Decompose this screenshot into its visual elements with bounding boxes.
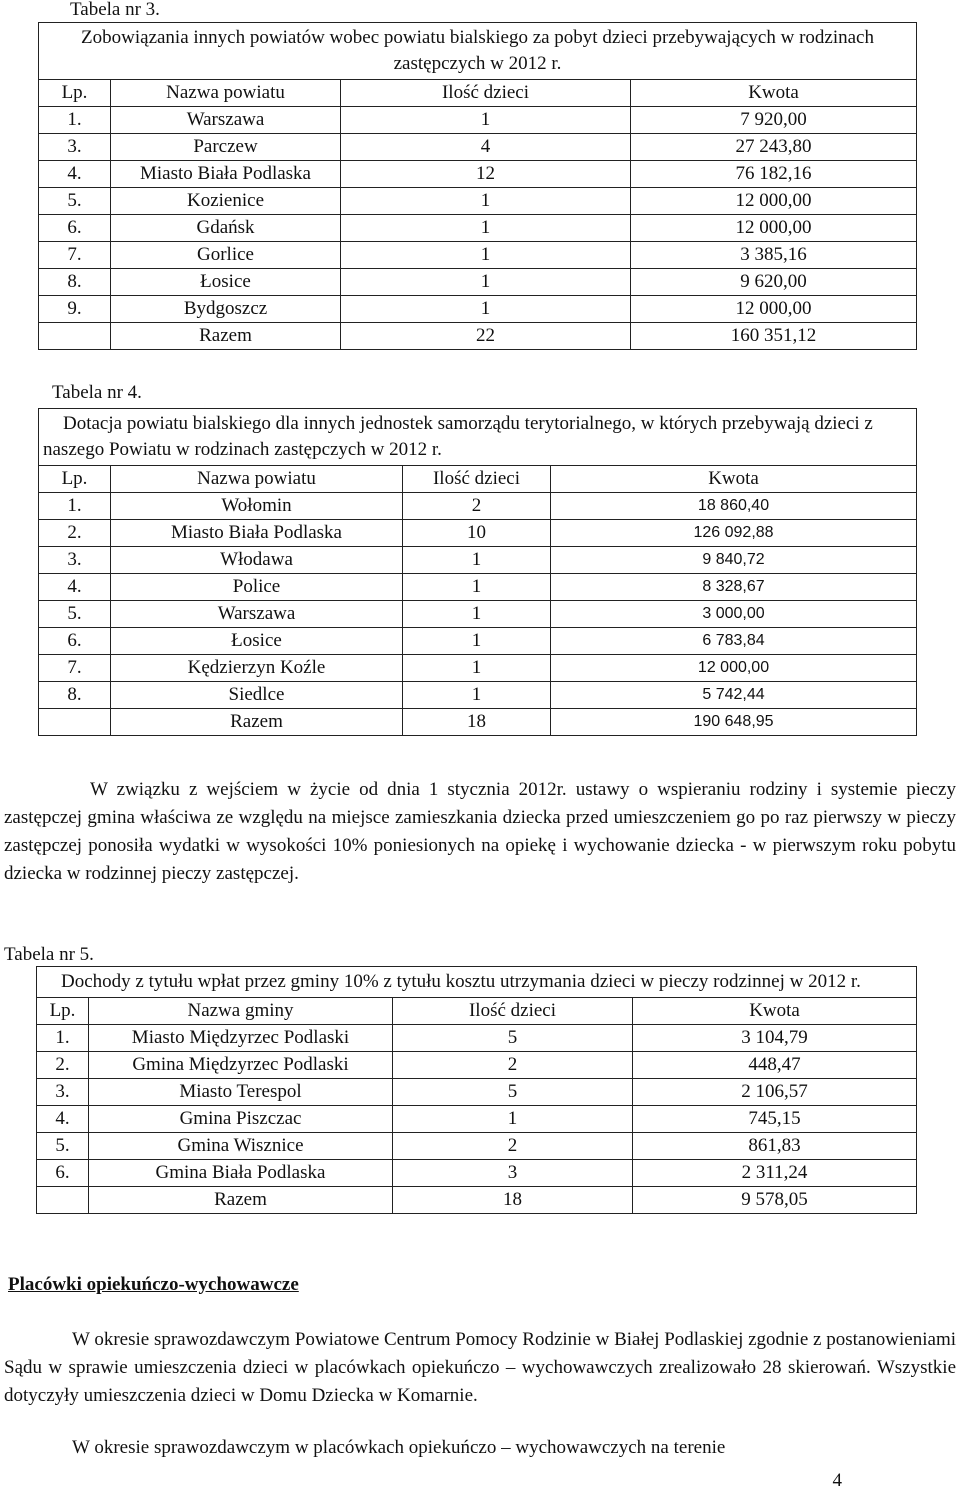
lp-cell: 5. (39, 188, 111, 215)
amount-cell: 9 620,00 (631, 269, 917, 296)
table4 (38, 408, 917, 736)
amount-cell: 7 920,00 (631, 107, 917, 134)
amount-cell: 3 385,16 (631, 242, 917, 269)
amount-cell: 3 104,79 (633, 1025, 917, 1052)
table3-caption: Tabela nr 3. (70, 0, 160, 20)
count-cell: 1 (341, 107, 631, 134)
name-cell: Gmina Międzyrzec Podlaski (89, 1052, 393, 1079)
amount-cell: 18 860,40 (551, 493, 917, 520)
table-row (37, 1106, 917, 1133)
name-cell: Miasto Międzyrzec Podlaski (89, 1025, 393, 1052)
lp-cell: 4. (39, 574, 111, 601)
table-row (37, 1079, 917, 1106)
name-cell: Wołomin (111, 493, 403, 520)
lp-cell: 3. (39, 547, 111, 574)
table3 (38, 22, 917, 350)
count-cell: 5 (393, 1079, 633, 1106)
name-cell: Gmina Wisznice (89, 1133, 393, 1160)
table-total-row (39, 323, 917, 350)
lp-cell (39, 709, 111, 736)
amount-cell: 12 000,00 (631, 188, 917, 215)
name-cell: Łosice (111, 269, 341, 296)
table4-title (39, 409, 917, 466)
lp-cell (39, 323, 111, 350)
name-cell: Łosice (111, 628, 403, 655)
count-cell: 1 (403, 655, 551, 682)
lp-cell: 7. (39, 655, 111, 682)
amount-cell: 190 648,95 (551, 709, 917, 736)
table5-title-row (37, 967, 917, 998)
name-cell: Razem (111, 709, 403, 736)
count-cell: 1 (403, 601, 551, 628)
amount-cell: 2 106,57 (633, 1079, 917, 1106)
table-row (37, 1052, 917, 1079)
count-cell: 1 (341, 296, 631, 323)
name-cell: Kozienice (111, 188, 341, 215)
table-row (39, 682, 917, 709)
amount-cell: 5 742,44 (551, 682, 917, 709)
name-cell: Razem (111, 323, 341, 350)
table5 (36, 966, 917, 1214)
count-cell: 1 (403, 547, 551, 574)
table-total-row (39, 709, 917, 736)
table-row (39, 493, 917, 520)
lp-cell: 9. (39, 296, 111, 323)
paragraph-pieczy: W związku z wejściem w życie od dnia 1 stycznia 2012r. ustawy o wspieraniu rodziny i systemie pieczy zastępczej gmina właściwa ze względu na miejsce zamieszkania dziecka przed umieszczeniem go po raz pierwszy w pieczy zastępczej ponosiła wydatki w wysokości 10% poniesionych na opiekę i wychowanie dziecka - w pierwszym roku pobytu dziecka w rodzinnej pieczy zastępczej. (4, 779, 956, 884)
table5-caption: Tabela nr 5. (4, 944, 94, 965)
table3-title: Zobowiązania innych powiatów wobec powiatu bialskiego za pobyt dzieci przebywających w rodzinach zastępczych w 2012 r. (39, 23, 917, 80)
table-row (39, 242, 917, 269)
amount-cell: 12 000,00 (631, 296, 917, 323)
count-cell: 18 (393, 1187, 633, 1214)
name-cell: Warszawa (111, 107, 341, 134)
table-row (39, 574, 917, 601)
amount-cell: 2 311,24 (633, 1160, 917, 1187)
name-cell: Miasto Terespol (89, 1079, 393, 1106)
table-row (39, 296, 917, 323)
count-cell: Ilość dzieci (403, 466, 551, 493)
name-cell: Warszawa (111, 601, 403, 628)
table4-title-text: Dotacja powiatu bialskiego dla innych jednostek samorządu terytorialnego, w których przebywają dzieci z naszego Powiatu w rodzinach zastępczych w 2012 r. (43, 413, 873, 460)
table-row (39, 628, 917, 655)
lp-cell (37, 1187, 89, 1214)
table-row (37, 1025, 917, 1052)
lp-cell: 8. (39, 269, 111, 296)
count-cell: 1 (341, 215, 631, 242)
name-cell: Siedlce (111, 682, 403, 709)
table-row (39, 107, 917, 134)
table-total-row (37, 1187, 917, 1214)
count-cell: 10 (403, 520, 551, 547)
lp-cell: 7. (39, 242, 111, 269)
lp-cell: 6. (37, 1160, 89, 1187)
lp-cell: 1. (39, 107, 111, 134)
amount-cell: Kwota (631, 80, 917, 107)
name-cell: Kędzierzyn Koźle (111, 655, 403, 682)
name-cell: Miasto Biała Podlaska (111, 520, 403, 547)
lp-cell: Lp. (39, 466, 111, 493)
count-cell: 2 (403, 493, 551, 520)
amount-cell: 448,47 (633, 1052, 917, 1079)
table-header-row (39, 466, 917, 493)
count-cell: 1 (341, 269, 631, 296)
paragraph-placowki: W okresie sprawozdawczym Powiatowe Centrum Pomocy Rodzinie w Białej Podlaskiej zgodnie z postanowieniami Sądu w sprawie umieszczenia dzieci w placówkach opiekuńczo – wychowawczych zrealizowało 28 skierowań. Wszystkie dotyczyły umieszczenia dzieci w Domu Dziecka w Komarnie. (4, 1329, 957, 1406)
table-row (39, 520, 917, 547)
lp-cell: 4. (37, 1106, 89, 1133)
lp-cell: 6. (39, 215, 111, 242)
count-cell: 1 (403, 628, 551, 655)
table-row (39, 269, 917, 296)
name-cell: Razem (89, 1187, 393, 1214)
count-cell: 1 (341, 188, 631, 215)
count-cell: 1 (403, 574, 551, 601)
count-cell: 22 (341, 323, 631, 350)
name-cell: Gmina Biała Podlaska (89, 1160, 393, 1187)
count-cell: 2 (393, 1133, 633, 1160)
name-cell: Nazwa powiatu (111, 466, 403, 493)
lp-cell: Lp. (37, 998, 89, 1025)
amount-cell: 76 182,16 (631, 161, 917, 188)
amount-cell: 9 578,05 (633, 1187, 917, 1214)
lp-cell: 6. (39, 628, 111, 655)
table-row (39, 655, 917, 682)
lp-cell: 1. (37, 1025, 89, 1052)
name-cell: Nazwa powiatu (111, 80, 341, 107)
table-row (39, 134, 917, 161)
table-row (39, 188, 917, 215)
count-cell: Ilość dzieci (393, 998, 633, 1025)
table3-title-row (39, 23, 917, 80)
name-cell: Police (111, 574, 403, 601)
lp-cell: 2. (37, 1052, 89, 1079)
table5-title-text: Dochody z tytułu wpłat przez gminy 10% z tytułu kosztu utrzymania dzieci w pieczy rodzinnej w 2012 r. (61, 971, 861, 992)
count-cell: 18 (403, 709, 551, 736)
amount-cell: 9 840,72 (551, 547, 917, 574)
table-row (39, 161, 917, 188)
table4-caption: Tabela nr 4. (52, 382, 142, 403)
amount-cell: 3 000,00 (551, 601, 917, 628)
table-row (37, 1160, 917, 1187)
lp-cell: Lp. (39, 80, 111, 107)
table-row (39, 547, 917, 574)
name-cell: Włodawa (111, 547, 403, 574)
lp-cell: 1. (39, 493, 111, 520)
table-row (37, 1133, 917, 1160)
name-cell: Bydgoszcz (111, 296, 341, 323)
name-cell: Miasto Biała Podlaska (111, 161, 341, 188)
amount-cell: 861,83 (633, 1133, 917, 1160)
amount-cell: 12 000,00 (551, 655, 917, 682)
count-cell: Ilość dzieci (341, 80, 631, 107)
paragraph-placowki-continued: W okresie sprawozdawczym w placówkach opiekuńczo – wychowawczych na terenie (72, 1437, 726, 1458)
lp-cell: 5. (37, 1133, 89, 1160)
count-cell: 1 (403, 682, 551, 709)
table-row (39, 601, 917, 628)
count-cell: 5 (393, 1025, 633, 1052)
lp-cell: 8. (39, 682, 111, 709)
amount-cell: Kwota (633, 998, 917, 1025)
lp-cell: 3. (39, 134, 111, 161)
table-row (39, 215, 917, 242)
amount-cell: 126 092,88 (551, 520, 917, 547)
count-cell: 2 (393, 1052, 633, 1079)
amount-cell: 8 328,67 (551, 574, 917, 601)
lp-cell: 3. (37, 1079, 89, 1106)
page-number: 4 (832, 1470, 842, 1491)
amount-cell: Kwota (551, 466, 917, 493)
lp-cell: 2. (39, 520, 111, 547)
name-cell: Gmina Piszczac (89, 1106, 393, 1133)
name-cell: Nazwa gminy (89, 998, 393, 1025)
amount-cell: 160 351,12 (631, 323, 917, 350)
name-cell: Gdańsk (111, 215, 341, 242)
table4-title-row (39, 409, 917, 466)
table5-title (37, 967, 917, 998)
section-heading: Placówki opiekuńczo-wychowawcze (8, 1274, 299, 1295)
amount-cell: 6 783,84 (551, 628, 917, 655)
lp-cell: 5. (39, 601, 111, 628)
amount-cell: 27 243,80 (631, 134, 917, 161)
count-cell: 1 (341, 242, 631, 269)
table-header-row (39, 80, 917, 107)
count-cell: 3 (393, 1160, 633, 1187)
count-cell: 1 (393, 1106, 633, 1133)
count-cell: 4 (341, 134, 631, 161)
count-cell: 12 (341, 161, 631, 188)
amount-cell: 12 000,00 (631, 215, 917, 242)
table-header-row (37, 998, 917, 1025)
name-cell: Gorlice (111, 242, 341, 269)
amount-cell: 745,15 (633, 1106, 917, 1133)
name-cell: Parczew (111, 134, 341, 161)
lp-cell: 4. (39, 161, 111, 188)
